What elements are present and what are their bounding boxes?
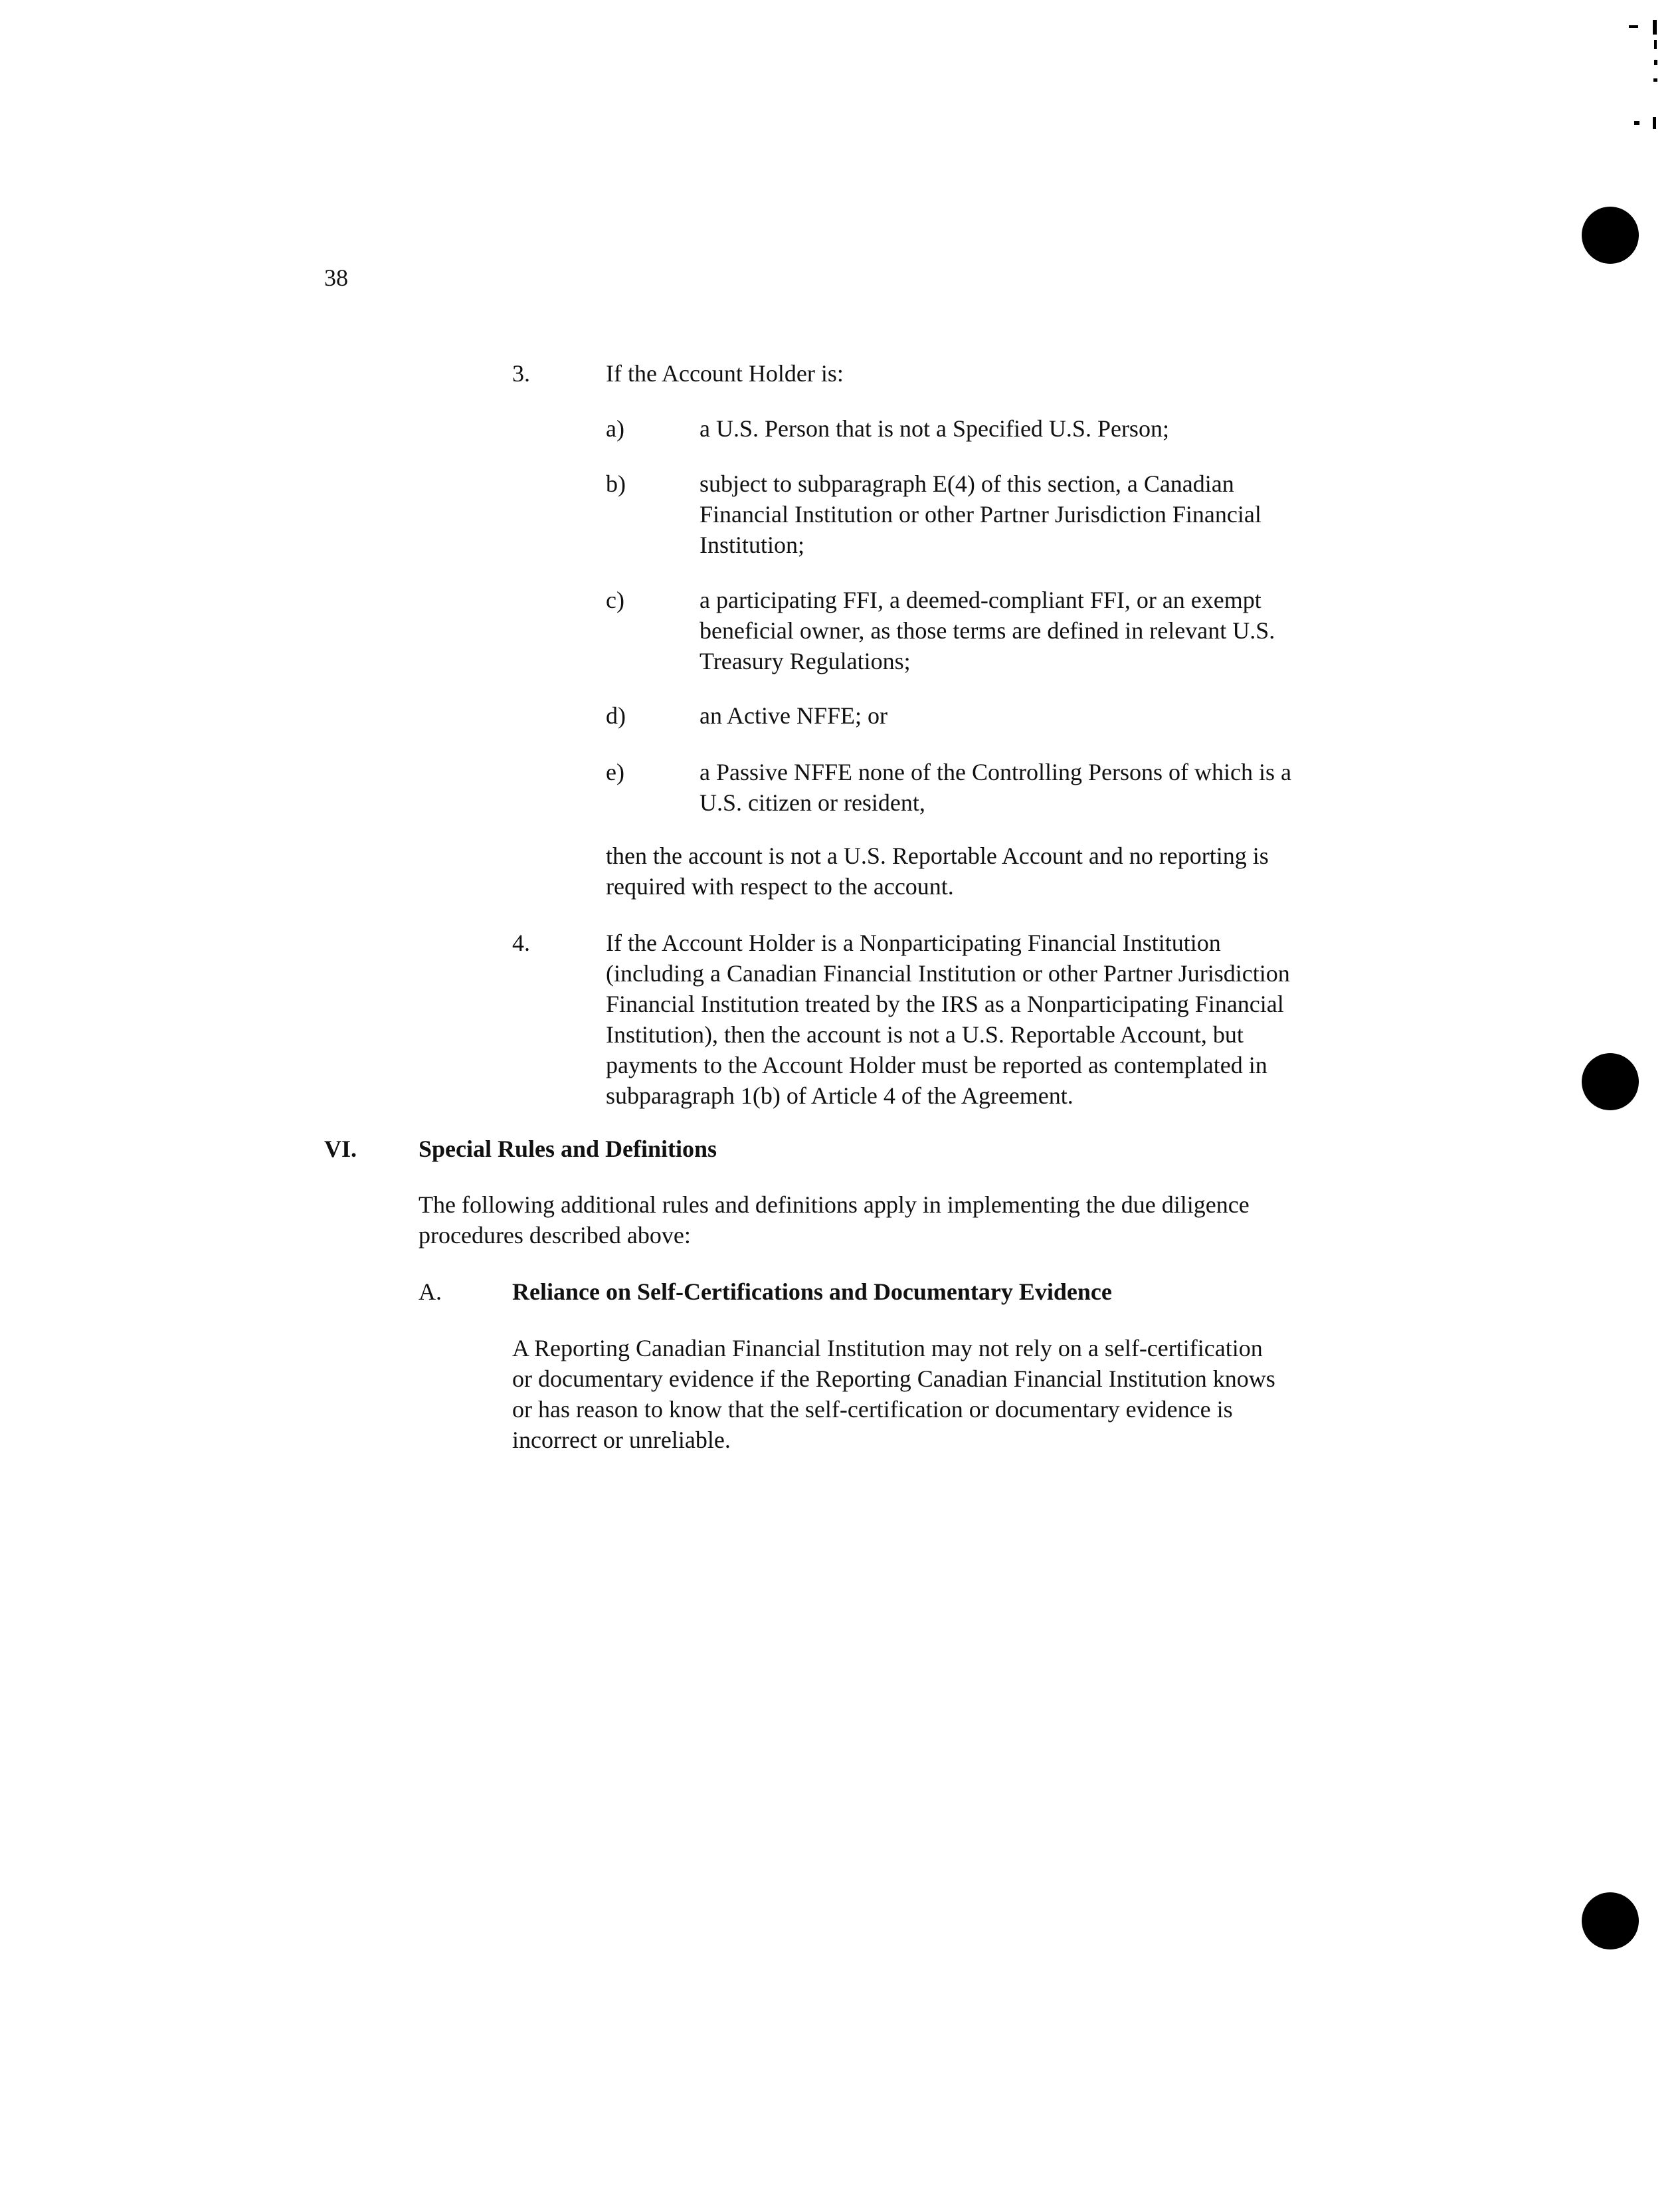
item-4-line: payments to the Account Holder must be reported as contemplated in: [606, 1052, 1267, 1078]
item-3b-line: Institution;: [700, 532, 805, 558]
item-3a-label: a): [606, 415, 624, 442]
item-3c-line: Treasury Regulations;: [700, 648, 911, 674]
item-4-line: Financial Institution treated by the IRS as a Nonparticipating Financial: [606, 991, 1284, 1017]
item-3b-label: b): [606, 470, 626, 497]
item-4-number: 4.: [512, 930, 530, 956]
item-3d-label: d): [606, 702, 626, 729]
item-3-conclusion-line: then the account is not a U.S. Reportable Account and no reporting is: [606, 843, 1269, 869]
scan-mark: [1634, 121, 1639, 125]
subsection-a-line: or documentary evidence if the Reporting Canadian Financial Institution knows: [512, 1365, 1275, 1392]
punch-hole-top: [1582, 207, 1639, 264]
subsection-a-label: A.: [419, 1278, 442, 1305]
scan-mark: [1654, 60, 1657, 65]
scan-mark: [1629, 25, 1638, 28]
item-4-line: (including a Canadian Financial Institution or other Partner Jurisdiction: [606, 960, 1290, 987]
section-vi-number: VI.: [324, 1136, 357, 1162]
punch-hole-bottom: [1582, 1892, 1639, 1949]
item-4-line: Institution), then the account is not a U.S. Reportable Account, but: [606, 1021, 1244, 1048]
subsection-a-title: Reliance on Self-Certifications and Documentary Evidence: [512, 1278, 1112, 1305]
item-4-line: If the Account Holder is a Nonparticipating Financial Institution: [606, 930, 1221, 956]
item-3b-line: Financial Institution or other Partner Jurisdiction Financial: [700, 501, 1261, 528]
item-3c-label: c): [606, 587, 624, 613]
subsection-a-line: A Reporting Canadian Financial Institution may not rely on a self-certification: [512, 1335, 1263, 1361]
scan-mark: [1653, 117, 1656, 129]
item-3a-line: a U.S. Person that is not a Specified U.S. Person;: [700, 415, 1169, 442]
section-vi-intro-line: The following additional rules and definitions apply in implementing the due diligence: [419, 1191, 1250, 1218]
subsection-a-line: or has reason to know that the self-certification or documentary evidence is: [512, 1396, 1233, 1423]
item-3-conclusion-line: required with respect to the account.: [606, 873, 954, 900]
item-3b-line: subject to subparagraph E(4) of this section, a Canadian: [700, 470, 1234, 497]
section-vi-title: Special Rules and Definitions: [419, 1136, 717, 1162]
item-3c-line: beneficial owner, as those terms are defined in relevant U.S.: [700, 617, 1275, 644]
punch-hole-middle: [1582, 1053, 1639, 1110]
scan-mark: [1653, 20, 1657, 35]
scan-mark: [1654, 40, 1657, 49]
scan-mark: [1653, 78, 1657, 82]
item-3e-label: e): [606, 759, 624, 785]
subsection-a-line: incorrect or unreliable.: [512, 1427, 731, 1453]
item-3-intro: If the Account Holder is:: [606, 360, 844, 387]
item-3e-line: a Passive NFFE none of the Controlling Persons of which is a: [700, 759, 1291, 785]
section-vi-intro-line: procedures described above:: [419, 1222, 691, 1248]
item-3e-line: U.S. citizen or resident,: [700, 789, 925, 816]
item-3d-line: an Active NFFE; or: [700, 702, 887, 729]
item-4-line: subparagraph 1(b) of Article 4 of the Agreement.: [606, 1082, 1073, 1109]
item-3-number: 3.: [512, 360, 530, 387]
item-3c-line: a participating FFI, a deemed-compliant FFI, or an exempt: [700, 587, 1261, 613]
page-number: 38: [324, 264, 348, 291]
